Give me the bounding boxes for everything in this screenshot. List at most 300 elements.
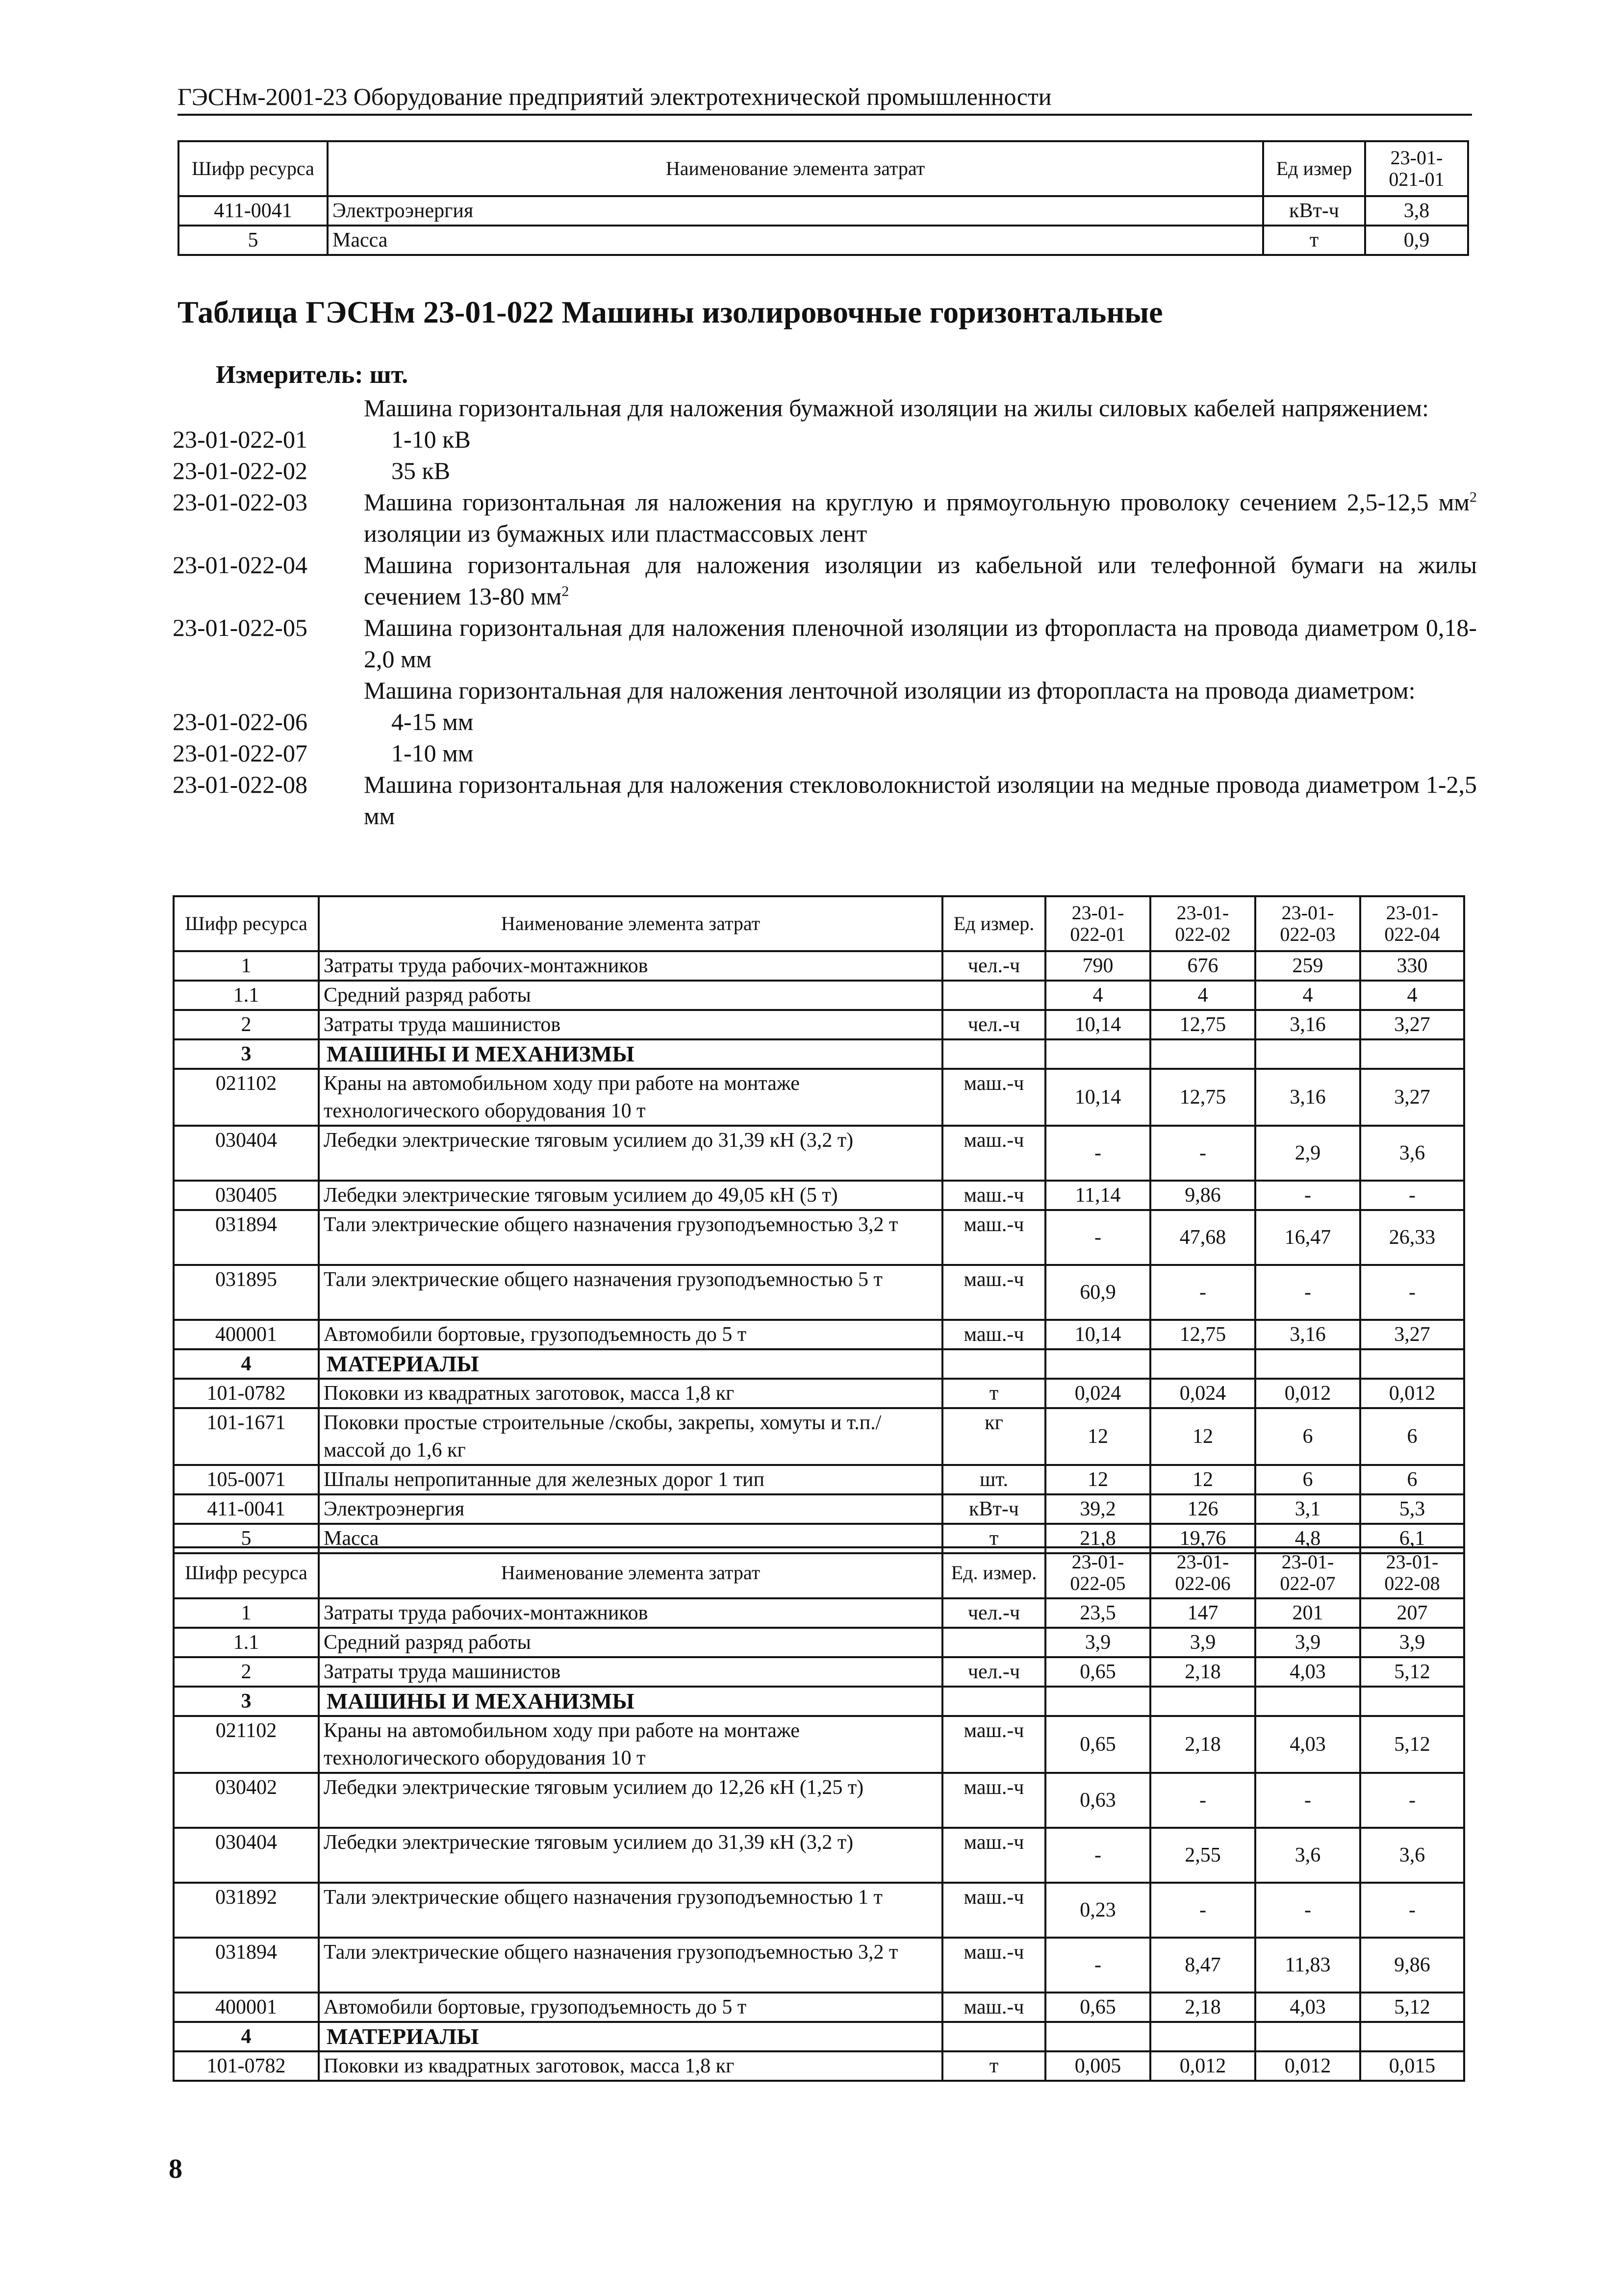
resource-code: 030404 bbox=[174, 1828, 319, 1883]
value-cell: 3,9 bbox=[1150, 1628, 1255, 1657]
measure-line bbox=[216, 360, 408, 389]
unit-cell bbox=[942, 981, 1045, 1010]
item-code: 23-01-022-07 bbox=[173, 739, 307, 767]
value-cell bbox=[1150, 1349, 1255, 1379]
value-cell: 12,75 bbox=[1150, 1069, 1255, 1126]
section-heading: МАШИНЫ И МЕХАНИЗМЫ bbox=[319, 1687, 942, 1716]
table-row bbox=[174, 1379, 1464, 1408]
description-item bbox=[173, 549, 1477, 612]
item-code bbox=[173, 392, 364, 424]
table-row bbox=[174, 981, 1464, 1010]
table-row bbox=[174, 1010, 1464, 1039]
item-text-main: Машина горизонтальная для наложения изоляции из кабельной или телефонной бумаги на жилы сечением 13-80 мм bbox=[364, 551, 1477, 610]
value-cell bbox=[1255, 2022, 1360, 2051]
header-column: 23-01- 021-01 bbox=[1365, 141, 1468, 196]
cost-element-name: Затраты труда рабочих-монтажников bbox=[319, 1598, 942, 1628]
value-cell: 0,005 bbox=[1045, 2051, 1150, 2081]
value-cell: 3,6 bbox=[1255, 1828, 1360, 1883]
item-text bbox=[364, 392, 1477, 424]
value-cell: 4 bbox=[1255, 981, 1360, 1010]
cost-element-name: Краны на автомобильном ходу при работе на монтаже технологического оборудования 10 т bbox=[319, 1069, 942, 1126]
item-text-main: Машина горизонтальная для наложения стекловолокнистой изоляции на медные провода диаметром 1-2,5 мм bbox=[364, 771, 1477, 830]
header-name: Наименование элемента затрат bbox=[319, 896, 942, 951]
value-cell: 4,03 bbox=[1255, 1657, 1360, 1687]
item-text-main: 35 кВ bbox=[391, 457, 451, 484]
value-cell: 6 bbox=[1360, 1465, 1464, 1494]
value-cell: - bbox=[1360, 1883, 1464, 1938]
value-cell: 3,27 bbox=[1360, 1320, 1464, 1349]
cost-element-name: Масса bbox=[319, 1524, 942, 1553]
unit-cell: маш.-ч bbox=[942, 1716, 1045, 1773]
value-cell: 11,14 bbox=[1045, 1181, 1150, 1210]
value-cell: 39,2 bbox=[1045, 1494, 1150, 1524]
header-column: 23-01- 022-08 bbox=[1360, 1547, 1464, 1598]
unit-cell bbox=[942, 1687, 1045, 1716]
unit-cell: т bbox=[942, 1524, 1045, 1553]
resource-code: 5 bbox=[178, 226, 328, 255]
value-cell: 6 bbox=[1255, 1408, 1360, 1465]
unit-cell: маш.-ч bbox=[942, 1069, 1045, 1126]
value-cell: - bbox=[1255, 1265, 1360, 1320]
resource-table-a bbox=[173, 895, 1465, 1554]
unit-cell: чел.-ч bbox=[942, 951, 1045, 981]
header-unit: Ед измер bbox=[1263, 141, 1365, 196]
item-text-main: 4-15 мм bbox=[391, 708, 474, 735]
resource-code: 031895 bbox=[174, 1265, 319, 1320]
header-column: 23-01- 022-06 bbox=[1150, 1547, 1255, 1598]
value-cell: 12 bbox=[1150, 1465, 1255, 1494]
header-column: 23-01- 022-07 bbox=[1255, 1547, 1360, 1598]
value-cell bbox=[1360, 1687, 1464, 1716]
resource-code: 030402 bbox=[174, 1773, 319, 1828]
item-code: 23-01-022-08 bbox=[173, 771, 307, 798]
resource-table-top bbox=[178, 140, 1469, 256]
item-code: 23-01-022-06 bbox=[173, 708, 307, 735]
cost-element-name: Электроэнергия bbox=[328, 196, 1263, 226]
unit-cell: т bbox=[942, 2051, 1045, 2081]
item-text bbox=[364, 424, 1477, 455]
description-item bbox=[173, 455, 1477, 486]
value-cell: 10,14 bbox=[1045, 1010, 1150, 1039]
value-cell: 3,9 bbox=[1255, 1628, 1360, 1657]
table-row bbox=[174, 1265, 1464, 1320]
unit-cell bbox=[942, 1039, 1045, 1069]
value-cell: 0,9 bbox=[1365, 226, 1468, 255]
value-cell: 5,12 bbox=[1360, 1716, 1464, 1773]
value-cell: 12 bbox=[1045, 1408, 1150, 1465]
value-cell: 23,5 bbox=[1045, 1598, 1150, 1628]
value-cell: 126 bbox=[1150, 1494, 1255, 1524]
unit-cell: маш.-ч bbox=[942, 1883, 1045, 1938]
value-cell bbox=[1360, 2022, 1464, 2051]
cost-element-name: Лебедки электрические тяговым усилием до 31,39 кН (3,2 т) bbox=[319, 1828, 942, 1883]
value-cell: - bbox=[1150, 1773, 1255, 1828]
resource-code: 411-0041 bbox=[178, 196, 328, 226]
value-cell: 207 bbox=[1360, 1598, 1464, 1628]
item-text bbox=[364, 549, 1477, 612]
value-cell: 3,9 bbox=[1360, 1628, 1464, 1657]
cost-element-name: Тали электрические общего назначения грузоподъемностью 5 т bbox=[319, 1265, 942, 1320]
description-item bbox=[173, 612, 1477, 675]
value-cell: 0,65 bbox=[1045, 1993, 1150, 2022]
value-cell: 10,14 bbox=[1045, 1069, 1150, 1126]
table-row bbox=[178, 196, 1468, 226]
value-cell bbox=[1255, 1349, 1360, 1379]
item-text-after: изоляции из бумажных или пластмассовых лент bbox=[364, 520, 867, 547]
section-row bbox=[174, 1349, 1464, 1379]
header-name: Наименование элемента затрат bbox=[319, 1547, 942, 1598]
cost-element-name: Масса bbox=[328, 226, 1263, 255]
unit-cell: маш.-ч bbox=[942, 1126, 1045, 1181]
value-cell: 6 bbox=[1360, 1408, 1464, 1465]
section-row bbox=[174, 2022, 1464, 2051]
value-cell: - bbox=[1255, 1773, 1360, 1828]
value-cell: 47,68 bbox=[1150, 1210, 1255, 1265]
header-column: 23-01- 022-03 bbox=[1255, 896, 1360, 951]
item-text-main: 1-10 кВ bbox=[391, 426, 471, 453]
measure-value: шт. bbox=[369, 361, 408, 389]
description-item bbox=[173, 769, 1477, 832]
value-cell: 4 bbox=[1045, 981, 1150, 1010]
value-cell: 12,75 bbox=[1150, 1320, 1255, 1349]
value-cell bbox=[1150, 1039, 1255, 1069]
cost-element-name: Лебедки электрические тяговым усилием до 31,39 кН (3,2 т) bbox=[319, 1126, 942, 1181]
description-item bbox=[173, 424, 1477, 455]
header-code: Шифр ресурса bbox=[178, 141, 328, 196]
resource-code: 031894 bbox=[174, 1938, 319, 1993]
table-row bbox=[174, 1465, 1464, 1494]
cost-element-name: Тали электрические общего назначения грузоподъемностью 1 т bbox=[319, 1883, 942, 1938]
value-cell bbox=[1360, 1039, 1464, 1069]
table-row bbox=[174, 2051, 1464, 2081]
resource-code: 4 bbox=[174, 1349, 319, 1379]
resource-code: 1 bbox=[174, 1598, 319, 1628]
unit-cell: кг bbox=[942, 1408, 1045, 1465]
table-row bbox=[174, 1938, 1464, 1993]
value-cell: - bbox=[1150, 1265, 1255, 1320]
value-cell: 9,86 bbox=[1150, 1181, 1255, 1210]
value-cell: - bbox=[1045, 1938, 1150, 1993]
value-cell: - bbox=[1360, 1773, 1464, 1828]
value-cell: 2,9 bbox=[1255, 1126, 1360, 1181]
unit-cell: чел.-ч bbox=[942, 1657, 1045, 1687]
value-cell: 259 bbox=[1255, 951, 1360, 981]
value-cell: 60,9 bbox=[1045, 1265, 1150, 1320]
cost-element-name: Затраты труда машинистов bbox=[319, 1010, 942, 1039]
value-cell: - bbox=[1045, 1210, 1150, 1265]
resource-code: 2 bbox=[174, 1657, 319, 1687]
table-row bbox=[174, 1494, 1464, 1524]
value-cell: 0,015 bbox=[1360, 2051, 1464, 2081]
resource-code: 1 bbox=[174, 951, 319, 981]
item-text-main: Машина горизонтальная для наложения пленочной изоляции из фторопласта на провода диаметром 0,18-2,0 мм bbox=[364, 614, 1477, 673]
value-cell: 3,16 bbox=[1255, 1010, 1360, 1039]
section-row bbox=[174, 1039, 1464, 1069]
resource-code: 101-0782 bbox=[174, 1379, 319, 1408]
description-item bbox=[173, 706, 1477, 737]
item-code: 23-01-022-02 bbox=[173, 457, 307, 484]
header-code: Шифр ресурса bbox=[174, 1547, 319, 1598]
value-cell: 0,024 bbox=[1150, 1379, 1255, 1408]
resource-code: 411-0041 bbox=[174, 1494, 319, 1524]
resource-code: 3 bbox=[174, 1039, 319, 1069]
value-cell: 3,6 bbox=[1360, 1126, 1464, 1181]
value-cell: - bbox=[1360, 1181, 1464, 1210]
unit-cell: чел.-ч bbox=[942, 1598, 1045, 1628]
value-cell: 0,23 bbox=[1045, 1883, 1150, 1938]
resource-code: 101-1671 bbox=[174, 1408, 319, 1465]
superscript: 2 bbox=[561, 583, 569, 600]
resource-code: 101-0782 bbox=[174, 2051, 319, 2081]
resource-code: 5 bbox=[174, 1524, 319, 1553]
item-text bbox=[364, 455, 1477, 486]
cost-element-name: Электроэнергия bbox=[319, 1494, 942, 1524]
resource-table-b bbox=[173, 1546, 1465, 2082]
value-cell: 2,18 bbox=[1150, 1993, 1255, 2022]
value-cell: 5,3 bbox=[1360, 1494, 1464, 1524]
unit-cell bbox=[942, 1628, 1045, 1657]
table-row bbox=[174, 1773, 1464, 1828]
value-cell: 4,8 bbox=[1255, 1524, 1360, 1553]
value-cell: 12 bbox=[1150, 1408, 1255, 1465]
unit-cell: маш.-ч bbox=[942, 1210, 1045, 1265]
unit-cell: чел.-ч bbox=[942, 1010, 1045, 1039]
value-cell: - bbox=[1045, 1126, 1150, 1181]
table-row bbox=[174, 1598, 1464, 1628]
value-cell bbox=[1045, 2022, 1150, 2051]
value-cell: 330 bbox=[1360, 951, 1464, 981]
value-cell: 2,55 bbox=[1150, 1828, 1255, 1883]
header-rule bbox=[178, 114, 1472, 116]
cost-element-name: Поковки из квадратных заготовок, масса 1,8 кг bbox=[319, 1379, 942, 1408]
value-cell: 3,9 bbox=[1045, 1628, 1150, 1657]
header-name: Наименование элемента затрат bbox=[328, 141, 1263, 196]
table-row bbox=[174, 1408, 1464, 1465]
header-unit: Ед. измер. bbox=[942, 1547, 1045, 1598]
item-text bbox=[364, 737, 1477, 769]
running-header: ГЭСНм-2001-23 Оборудование предприятий электротехнической промышленности bbox=[178, 83, 1052, 110]
value-cell bbox=[1255, 1039, 1360, 1069]
cost-element-name: Лебедки электрические тяговым усилием до 49,05 кН (5 т) bbox=[319, 1181, 942, 1210]
value-cell: 0,012 bbox=[1150, 2051, 1255, 2081]
measure-label: Измеритель: bbox=[216, 361, 363, 389]
description-item bbox=[173, 675, 1477, 706]
table-row bbox=[178, 226, 1468, 255]
header-column: 23-01- 022-01 bbox=[1045, 896, 1150, 951]
resource-code: 2 bbox=[174, 1010, 319, 1039]
value-cell: 0,63 bbox=[1045, 1773, 1150, 1828]
unit-cell: маш.-ч bbox=[942, 1828, 1045, 1883]
value-cell: 12 bbox=[1045, 1465, 1150, 1494]
value-cell: 9,86 bbox=[1360, 1938, 1464, 1993]
value-cell: 3,16 bbox=[1255, 1320, 1360, 1349]
value-cell: 676 bbox=[1150, 951, 1255, 981]
table-row bbox=[174, 1628, 1464, 1657]
table-row bbox=[174, 1126, 1464, 1181]
cost-element-name: Автомобили бортовые, грузоподъемность до 5 т bbox=[319, 1320, 942, 1349]
header-code: Шифр ресурса bbox=[174, 896, 319, 951]
value-cell bbox=[1045, 1349, 1150, 1379]
unit-cell: маш.-ч bbox=[942, 1938, 1045, 1993]
value-cell: 0,012 bbox=[1360, 1379, 1464, 1408]
cost-element-name: Тали электрические общего назначения грузоподъемностью 3,2 т bbox=[319, 1210, 942, 1265]
value-cell: 10,14 bbox=[1045, 1320, 1150, 1349]
value-cell: 6,1 bbox=[1360, 1524, 1464, 1553]
value-cell bbox=[1150, 2022, 1255, 2051]
value-cell: 3,27 bbox=[1360, 1069, 1464, 1126]
value-cell bbox=[1150, 1687, 1255, 1716]
header-column: 23-01- 022-05 bbox=[1045, 1547, 1150, 1598]
value-cell: - bbox=[1360, 1265, 1464, 1320]
description-list bbox=[173, 392, 1477, 832]
cost-element-name: Затраты труда рабочих-монтажников bbox=[319, 951, 942, 981]
item-text bbox=[364, 769, 1477, 832]
value-cell: 5,12 bbox=[1360, 1657, 1464, 1687]
value-cell: 0,012 bbox=[1255, 2051, 1360, 2081]
unit-cell: кВт-ч bbox=[1263, 196, 1365, 226]
item-text bbox=[364, 612, 1477, 675]
value-cell: 21,8 bbox=[1045, 1524, 1150, 1553]
item-text-main: 1-10 мм bbox=[391, 739, 474, 767]
table-title: Таблица ГЭСНм 23-01-022 Машины изолировочные горизонтальные bbox=[178, 295, 1163, 329]
cost-element-name: Поковки простые строительные /скобы, закрепы, хомуты и т.п./ массой до 1,6 кг bbox=[319, 1408, 942, 1465]
value-cell: 790 bbox=[1045, 951, 1150, 981]
value-cell: 201 bbox=[1255, 1598, 1360, 1628]
table-row bbox=[174, 1210, 1464, 1265]
resource-code: 031892 bbox=[174, 1883, 319, 1938]
section-heading: МАТЕРИАЛЫ bbox=[319, 2022, 942, 2051]
cost-element-name: Тали электрические общего назначения грузоподъемностью 3,2 т bbox=[319, 1938, 942, 1993]
value-cell: 3,1 bbox=[1255, 1494, 1360, 1524]
cost-element-name: Поковки из квадратных заготовок, масса 1,8 кг bbox=[319, 2051, 942, 2081]
section-heading: МАТЕРИАЛЫ bbox=[319, 1349, 942, 1379]
unit-cell: маш.-ч bbox=[942, 1181, 1045, 1210]
value-cell: 0,012 bbox=[1255, 1379, 1360, 1408]
table-row bbox=[174, 1828, 1464, 1883]
value-cell: 11,83 bbox=[1255, 1938, 1360, 1993]
value-cell: 0,024 bbox=[1045, 1379, 1150, 1408]
unit-cell: шт. bbox=[942, 1465, 1045, 1494]
description-item bbox=[173, 486, 1477, 549]
value-cell: 0,65 bbox=[1045, 1657, 1150, 1687]
table-row bbox=[174, 1181, 1464, 1210]
item-text-main: Машина горизонтальная для наложения ленточной изоляции из фторопласта на провода диаметром: bbox=[364, 677, 1416, 704]
table-row bbox=[174, 1993, 1464, 2022]
value-cell: 3,8 bbox=[1365, 196, 1468, 226]
item-text-main: Машина горизонтальная ля наложения на круглую и прямоугольную проволоку сечением 2,5-12,5 мм bbox=[364, 488, 1470, 516]
cost-element-name: Средний разряд работы bbox=[319, 981, 942, 1010]
value-cell: 4,03 bbox=[1255, 1716, 1360, 1773]
item-text-main: Машина горизонтальная для наложения бумажной изоляции на жилы силовых кабелей напряжением: bbox=[364, 394, 1429, 422]
description-item bbox=[173, 392, 1477, 424]
table-row bbox=[174, 1883, 1464, 1938]
table-row bbox=[174, 1320, 1464, 1349]
value-cell: 4 bbox=[1150, 981, 1255, 1010]
value-cell: 3,6 bbox=[1360, 1828, 1464, 1883]
value-cell: 26,33 bbox=[1360, 1210, 1464, 1265]
cost-element-name: Краны на автомобильном ходу при работе на монтаже технологического оборудования 10 т bbox=[319, 1716, 942, 1773]
section-row bbox=[174, 1687, 1464, 1716]
resource-code: 021102 bbox=[174, 1069, 319, 1126]
value-cell: - bbox=[1150, 1883, 1255, 1938]
value-cell: 3,16 bbox=[1255, 1069, 1360, 1126]
unit-cell: маш.-ч bbox=[942, 1265, 1045, 1320]
table-row bbox=[174, 1657, 1464, 1687]
resource-code: 400001 bbox=[174, 1320, 319, 1349]
item-code: 23-01-022-03 bbox=[173, 488, 307, 516]
table-row bbox=[174, 1716, 1464, 1773]
value-cell: 147 bbox=[1150, 1598, 1255, 1628]
description-item bbox=[173, 737, 1477, 769]
value-cell: 2,18 bbox=[1150, 1716, 1255, 1773]
unit-cell: кВт-ч bbox=[942, 1494, 1045, 1524]
value-cell: 5,12 bbox=[1360, 1993, 1464, 2022]
resource-code: 031894 bbox=[174, 1210, 319, 1265]
resource-code: 1.1 bbox=[174, 1628, 319, 1657]
item-code: 23-01-022-05 bbox=[173, 614, 307, 641]
table-row bbox=[174, 951, 1464, 981]
unit-cell: т bbox=[942, 1379, 1045, 1408]
cost-element-name: Затраты труда машинистов bbox=[319, 1657, 942, 1687]
unit-cell bbox=[942, 2022, 1045, 2051]
value-cell: 12,75 bbox=[1150, 1010, 1255, 1039]
cost-element-name: Автомобили бортовые, грузоподъемность до 5 т bbox=[319, 1993, 942, 2022]
unit-cell: маш.-ч bbox=[942, 1773, 1045, 1828]
resource-code: 021102 bbox=[174, 1716, 319, 1773]
superscript: 2 bbox=[1470, 489, 1477, 505]
value-cell: 16,47 bbox=[1255, 1210, 1360, 1265]
value-cell bbox=[1255, 1687, 1360, 1716]
resource-code: 400001 bbox=[174, 1993, 319, 2022]
item-text bbox=[364, 486, 1477, 549]
cost-element-name: Средний разряд работы bbox=[319, 1628, 942, 1657]
value-cell: - bbox=[1255, 1181, 1360, 1210]
value-cell: 0,65 bbox=[1045, 1716, 1150, 1773]
cost-element-name: Лебедки электрические тяговым усилием до 12,26 кН (1,25 т) bbox=[319, 1773, 942, 1828]
table-row bbox=[174, 1069, 1464, 1126]
unit-cell: т bbox=[1263, 226, 1365, 255]
unit-cell: маш.-ч bbox=[942, 1993, 1045, 2022]
item-code: 23-01-022-04 bbox=[173, 551, 307, 579]
header-unit: Ед измер. bbox=[942, 896, 1045, 951]
resource-code: 105-0071 bbox=[174, 1465, 319, 1494]
value-cell: 4,03 bbox=[1255, 1993, 1360, 2022]
value-cell: - bbox=[1045, 1828, 1150, 1883]
page-number: 8 bbox=[169, 2154, 182, 2184]
cost-element-name: Шпалы непропитанные для железных дорог 1 тип bbox=[319, 1465, 942, 1494]
value-cell: 19,76 bbox=[1150, 1524, 1255, 1553]
value-cell: - bbox=[1150, 1126, 1255, 1181]
resource-code: 030405 bbox=[174, 1181, 319, 1210]
resource-code: 1.1 bbox=[174, 981, 319, 1010]
value-cell: 8,47 bbox=[1150, 1938, 1255, 1993]
unit-cell: маш.-ч bbox=[942, 1320, 1045, 1349]
value-cell bbox=[1045, 1687, 1150, 1716]
item-code: 23-01-022-01 bbox=[173, 426, 307, 453]
item-text bbox=[364, 675, 1477, 706]
resource-code: 4 bbox=[174, 2022, 319, 2051]
unit-cell bbox=[942, 1349, 1045, 1379]
value-cell: 3,27 bbox=[1360, 1010, 1464, 1039]
resource-code: 3 bbox=[174, 1687, 319, 1716]
value-cell: 2,18 bbox=[1150, 1657, 1255, 1687]
header-column: 23-01- 022-02 bbox=[1150, 896, 1255, 951]
resource-code: 030404 bbox=[174, 1126, 319, 1181]
value-cell bbox=[1360, 1349, 1464, 1379]
value-cell bbox=[1045, 1039, 1150, 1069]
value-cell: 6 bbox=[1255, 1465, 1360, 1494]
item-text bbox=[364, 706, 1477, 737]
